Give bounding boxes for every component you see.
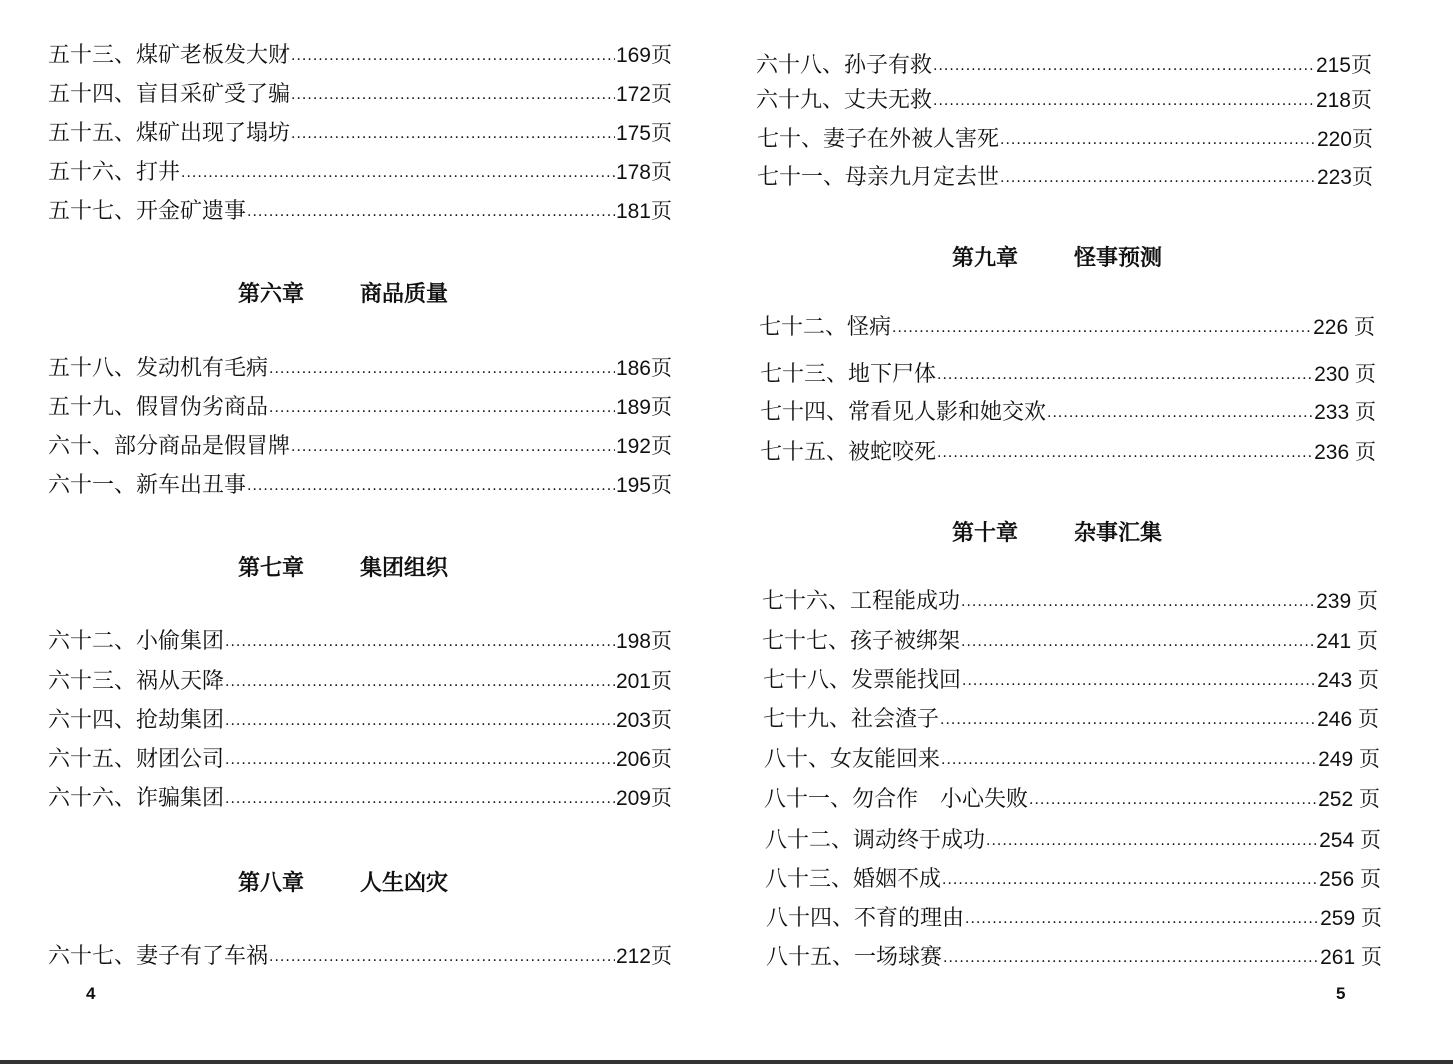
toc-entry[interactable] (48, 41, 672, 71)
toc-entry[interactable] (48, 393, 672, 423)
entry-title: 五十九、假冒伪劣商品 (48, 395, 269, 420)
toc-entry[interactable] (759, 313, 1375, 343)
entry-page: 206页 (615, 748, 672, 771)
toc-entry[interactable] (757, 125, 1373, 155)
entry-page: 209页 (615, 787, 672, 810)
dot-leader (247, 205, 615, 227)
toc-entry[interactable] (766, 904, 1382, 934)
entry-title: 六十八、孙子有救 (756, 53, 933, 78)
chapter-number: 第十章 (952, 521, 1019, 546)
entry-page: 198页 (615, 630, 672, 653)
toc-entry[interactable] (48, 432, 672, 462)
toc-entry[interactable] (48, 706, 672, 736)
entry-title: 八十三、婚姻不成 (765, 867, 942, 892)
chapter-heading (952, 241, 1162, 272)
chapter-title: 杂事汇集 (1074, 521, 1163, 546)
toc-entry[interactable] (48, 784, 672, 814)
dot-leader (225, 635, 615, 657)
dot-leader (933, 59, 1315, 81)
entry-title: 六十一、新车出丑事 (48, 473, 247, 498)
entry-title: 六十二、小偷集团 (48, 629, 225, 654)
chapter-heading (238, 551, 448, 582)
chapter-title: 商品质量 (360, 282, 449, 307)
entry-title: 七十六、工程能成功 (762, 589, 961, 614)
entry-page: 261 页 (1320, 946, 1382, 969)
toc-entry[interactable] (765, 865, 1381, 895)
dot-leader (269, 401, 615, 423)
entry-page: 178页 (615, 161, 672, 184)
toc-entry[interactable] (765, 826, 1381, 856)
entry-title: 七十八、发票能找回 (763, 668, 962, 693)
dot-leader (961, 595, 1315, 617)
bottom-edge (0, 1060, 1453, 1064)
toc-entry[interactable] (763, 705, 1379, 735)
toc-entry[interactable] (757, 163, 1373, 193)
left-page-number: 4 (86, 984, 96, 1003)
dot-leader (291, 440, 615, 462)
toc-entry[interactable] (756, 86, 1372, 116)
chapter-heading (952, 516, 1162, 547)
chapter-title: 怪事预测 (1074, 246, 1163, 271)
toc-entry[interactable] (760, 438, 1376, 468)
toc-entry[interactable] (762, 627, 1378, 657)
entry-page: 233 页 (1314, 401, 1376, 424)
dot-leader (291, 49, 615, 71)
toc-entry[interactable] (48, 80, 672, 110)
entry-title: 七十七、孩子被绑架 (762, 629, 961, 654)
entry-title: 七十、妻子在外被人害死 (757, 127, 1000, 152)
toc-entry[interactable] (48, 119, 672, 149)
dot-leader (181, 166, 615, 188)
dot-leader (892, 321, 1312, 343)
toc-entry[interactable] (48, 667, 672, 697)
chapter-number: 第八章 (238, 871, 305, 896)
entry-title: 五十五、煤矿出现了塌坊 (48, 121, 291, 146)
chapter-number: 第六章 (238, 282, 305, 307)
entry-page: 201页 (615, 670, 672, 693)
entry-page: 241 页 (1316, 630, 1378, 653)
entry-page: 195页 (615, 474, 672, 497)
toc-entry[interactable] (48, 745, 672, 775)
entry-page: 230 页 (1314, 363, 1376, 386)
dot-leader (1000, 171, 1316, 193)
dot-leader (965, 912, 1319, 934)
dot-leader (269, 362, 615, 384)
entry-title: 八十五、一场球赛 (766, 945, 943, 970)
chapter-number: 第九章 (952, 246, 1019, 271)
entry-page: 236 页 (1314, 441, 1376, 464)
dot-leader (291, 88, 615, 110)
toc-entry[interactable] (766, 943, 1382, 973)
dot-leader (942, 873, 1318, 895)
right-page-number: 5 (1336, 984, 1346, 1003)
toc-entry[interactable] (48, 627, 672, 657)
dot-leader (962, 674, 1316, 696)
chapter-title: 集团组织 (360, 556, 449, 581)
entry-title: 五十三、煤矿老板发大财 (48, 43, 291, 68)
entry-page: 252 页 (1318, 788, 1380, 811)
entry-page: 256 页 (1319, 868, 1381, 891)
dot-leader (937, 368, 1313, 390)
entry-page: 181页 (615, 200, 672, 223)
entry-title: 五十六、打井 (48, 160, 181, 185)
entry-title: 六十四、抢劫集团 (48, 708, 225, 733)
entry-page: 220页 (1316, 128, 1373, 151)
toc-entry[interactable] (48, 942, 672, 972)
entry-title: 七十三、地下尸体 (760, 362, 937, 387)
toc-entry[interactable] (48, 197, 672, 227)
dot-leader (961, 635, 1315, 657)
dot-leader (1047, 406, 1313, 428)
dot-leader (943, 951, 1319, 973)
toc-entry[interactable] (764, 745, 1380, 775)
dot-leader (937, 446, 1313, 468)
dot-leader (291, 127, 615, 149)
entry-title: 七十九、社会渣子 (763, 707, 940, 732)
entry-title: 五十八、发动机有毛病 (48, 356, 269, 381)
entry-page: 192页 (615, 435, 672, 458)
dot-leader (940, 713, 1316, 735)
dot-leader (225, 753, 615, 775)
entry-title: 七十一、母亲九月定去世 (757, 165, 1000, 190)
toc-entry[interactable] (760, 360, 1376, 390)
entry-title: 六十三、祸从天降 (48, 669, 225, 694)
chapter-heading (238, 866, 448, 897)
entry-title: 五十七、开金矿遗事 (48, 199, 247, 224)
entry-title: 八十一、勿合作 小心失败 (764, 787, 1029, 812)
toc-entry[interactable] (756, 51, 1372, 81)
entry-page: 203页 (615, 709, 672, 732)
entry-title: 六十七、妻子有了车祸 (48, 944, 269, 969)
chapter-heading (238, 277, 448, 308)
entry-page: 212页 (615, 945, 672, 968)
dot-leader (225, 675, 615, 697)
dot-leader (1000, 133, 1316, 155)
toc-entry[interactable] (48, 354, 672, 384)
dot-leader (269, 950, 615, 972)
entry-title: 六十六、诈骗集团 (48, 786, 225, 811)
chapter-number: 第七章 (238, 556, 305, 581)
entry-page: 226 页 (1313, 316, 1375, 339)
entry-title: 八十、女友能回来 (764, 747, 941, 772)
entry-page: 239 页 (1316, 590, 1378, 613)
entry-title: 六十、部分商品是假冒牌 (48, 434, 291, 459)
entry-page: 223页 (1316, 166, 1373, 189)
dot-leader (1029, 793, 1317, 815)
toc-entry[interactable] (763, 666, 1379, 696)
entry-page: 189页 (615, 396, 672, 419)
entry-title: 七十二、怪病 (759, 315, 892, 340)
toc-entry[interactable] (762, 587, 1378, 617)
entry-title: 八十四、不育的理由 (766, 906, 965, 931)
entry-title: 八十二、调动终于成功 (765, 828, 986, 853)
entry-page: 259 页 (1320, 907, 1382, 930)
dot-leader (933, 94, 1315, 116)
dot-leader (986, 834, 1318, 856)
entry-page: 254 页 (1319, 829, 1381, 852)
entry-page: 243 页 (1317, 669, 1379, 692)
toc-entry[interactable] (760, 398, 1376, 428)
entry-page: 218页 (1315, 89, 1372, 112)
entry-page: 249 页 (1318, 748, 1380, 771)
entry-title: 六十九、丈夫无救 (756, 88, 933, 113)
entry-page: 175页 (615, 122, 672, 145)
dot-leader (225, 792, 615, 814)
entry-page: 172页 (615, 83, 672, 106)
chapter-title: 人生凶灾 (360, 871, 449, 896)
entry-page: 246 页 (1317, 708, 1379, 731)
dot-leader (941, 753, 1317, 775)
dot-leader (225, 714, 615, 736)
dot-leader (247, 479, 615, 501)
toc-entry[interactable] (48, 158, 672, 188)
entry-title: 五十四、盲目采矿受了骗 (48, 82, 291, 107)
toc-entry[interactable] (48, 471, 672, 501)
toc-entry[interactable] (764, 785, 1380, 815)
entry-page: 215页 (1315, 54, 1372, 77)
entry-title: 七十五、被蛇咬死 (760, 440, 937, 465)
entry-title: 七十四、常看见人影和她交欢 (760, 400, 1047, 425)
entry-title: 六十五、财团公司 (48, 747, 225, 772)
entry-page: 169页 (615, 44, 672, 67)
entry-page: 186页 (615, 357, 672, 380)
